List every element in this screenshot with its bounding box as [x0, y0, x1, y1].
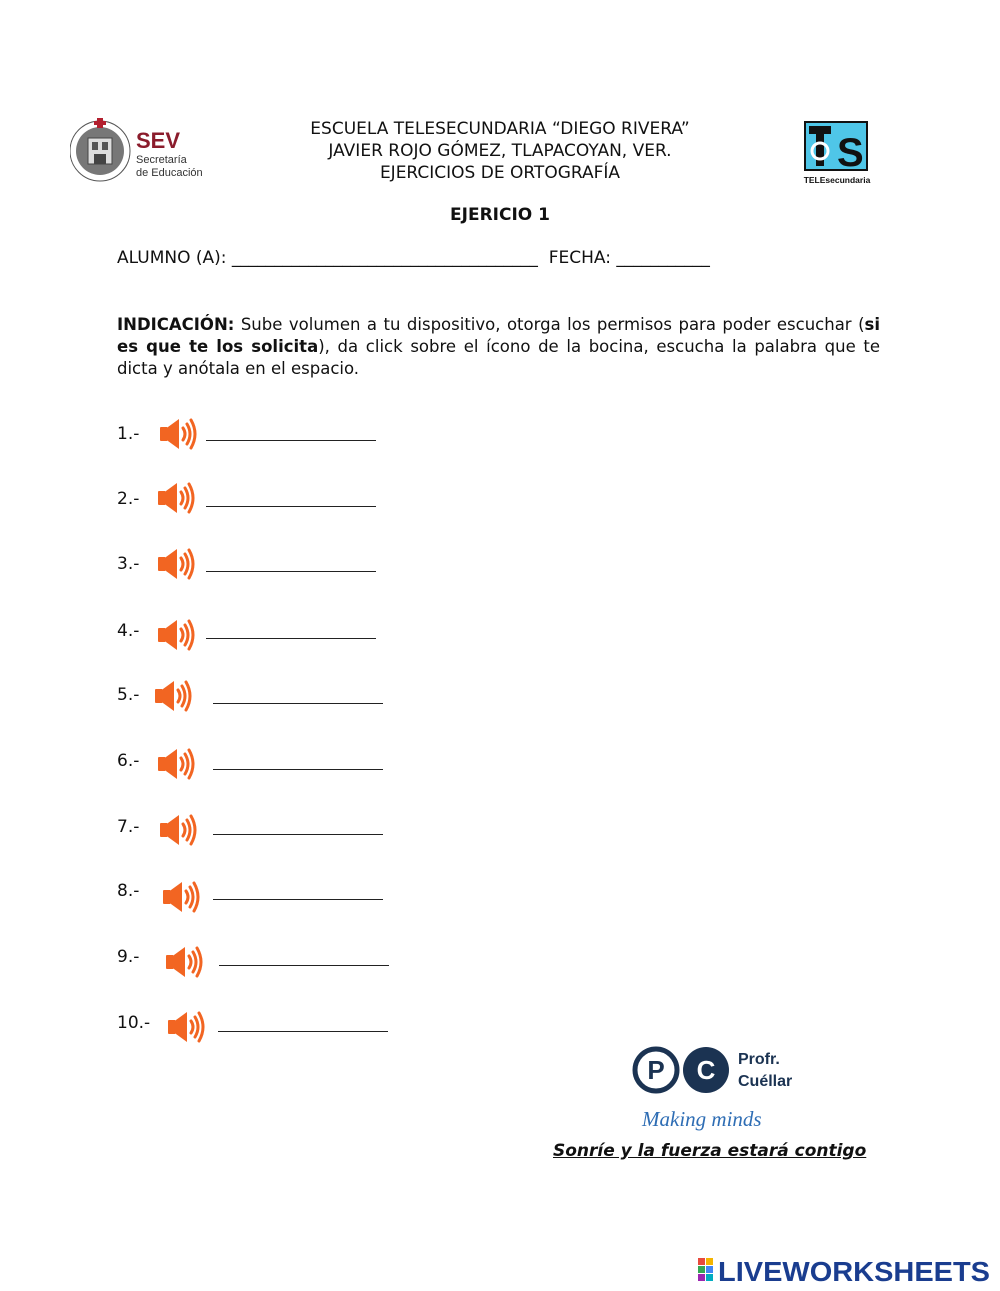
question-number: 4.-	[117, 621, 140, 641]
speaker-volume-icon[interactable]	[155, 746, 195, 782]
sev-name: SEV	[136, 128, 181, 153]
speaker-volume-icon[interactable]	[152, 678, 192, 714]
exercise-title: EJERICIO 1	[450, 205, 550, 225]
answer-blank[interactable]	[213, 769, 383, 770]
instruction-label: INDICACIÓN:	[117, 315, 235, 334]
speaker-volume-icon[interactable]	[155, 480, 195, 516]
instruction-bold: si es que te los solicita	[117, 315, 880, 356]
school-address: JAVIER ROJO GÓMEZ, TLAPACOYAN, VER.	[328, 141, 672, 161]
speaker-volume-icon[interactable]	[160, 879, 200, 915]
ts-caption: TELEsecundaria	[803, 175, 871, 185]
question-number: 8.-	[117, 881, 140, 901]
school-name: ESCUELA TELESECUNDARIA “DIEGO RIVERA”	[310, 119, 690, 139]
speaker-volume-icon[interactable]	[155, 617, 195, 653]
profr-cuellar-logo	[620, 1034, 820, 1134]
question-number: 6.-	[117, 751, 140, 771]
answer-blank[interactable]	[213, 834, 383, 835]
subject-title: EJERCICIOS DE ORTOGRAFÍA	[379, 163, 621, 183]
question-number: 2.-	[117, 489, 140, 509]
answer-blank[interactable]	[218, 1031, 388, 1032]
sev-sub2: de Educación	[136, 167, 203, 179]
speaker-volume-icon[interactable]	[155, 546, 195, 582]
motto: Sonríe y la fuerza estará contigo	[553, 1141, 867, 1161]
question-number: 5.-	[117, 685, 140, 705]
speaker-volume-icon[interactable]	[165, 1009, 205, 1045]
pc-name1: Profr.	[738, 1051, 780, 1068]
sev-logo	[70, 116, 220, 186]
instruction-paragraph	[117, 314, 880, 380]
sev-sub1: Secretaría	[136, 154, 187, 166]
answer-blank[interactable]	[213, 703, 383, 704]
question-number: 1.-	[117, 424, 140, 444]
question-number: 9.-	[117, 947, 140, 967]
pc-letter-p: P	[647, 1055, 665, 1085]
pc-letter-c: C	[696, 1055, 716, 1085]
student-date-line: ALUMNO (A): ____________________________________ FECHA: ___________	[117, 248, 710, 268]
answer-blank[interactable]	[206, 571, 376, 572]
question-number: 7.-	[117, 817, 140, 837]
telesecundaria-logo	[803, 120, 871, 188]
svg-text:S: S	[837, 131, 864, 175]
liveworksheets-logo[interactable]	[698, 1255, 998, 1285]
instruction-text-1: Sube volumen a tu dispositivo, otorga los permisos para poder escuchar (	[234, 315, 865, 334]
answer-blank[interactable]	[213, 899, 383, 900]
speaker-volume-icon[interactable]	[163, 944, 203, 980]
coat-of-arms-icon	[70, 118, 130, 181]
answer-blank[interactable]	[206, 506, 376, 507]
question-number: 10.-	[117, 1013, 151, 1033]
instruction-text-2: ), da click sobre el ícono de la bocina, escucha la palabra que te dicta y anótala en el espacio.	[117, 337, 881, 378]
answer-blank[interactable]	[219, 965, 389, 966]
speaker-volume-icon[interactable]	[157, 416, 197, 452]
answer-blank[interactable]	[206, 440, 376, 441]
question-number: 3.-	[117, 554, 140, 574]
speaker-volume-icon[interactable]	[157, 812, 197, 848]
pc-tagline: Making minds	[642, 1107, 762, 1131]
answer-blank[interactable]	[206, 638, 376, 639]
pc-name2: Cuéllar	[738, 1073, 793, 1090]
branding-text: LIVEWORKSHEETS	[718, 1256, 990, 1285]
